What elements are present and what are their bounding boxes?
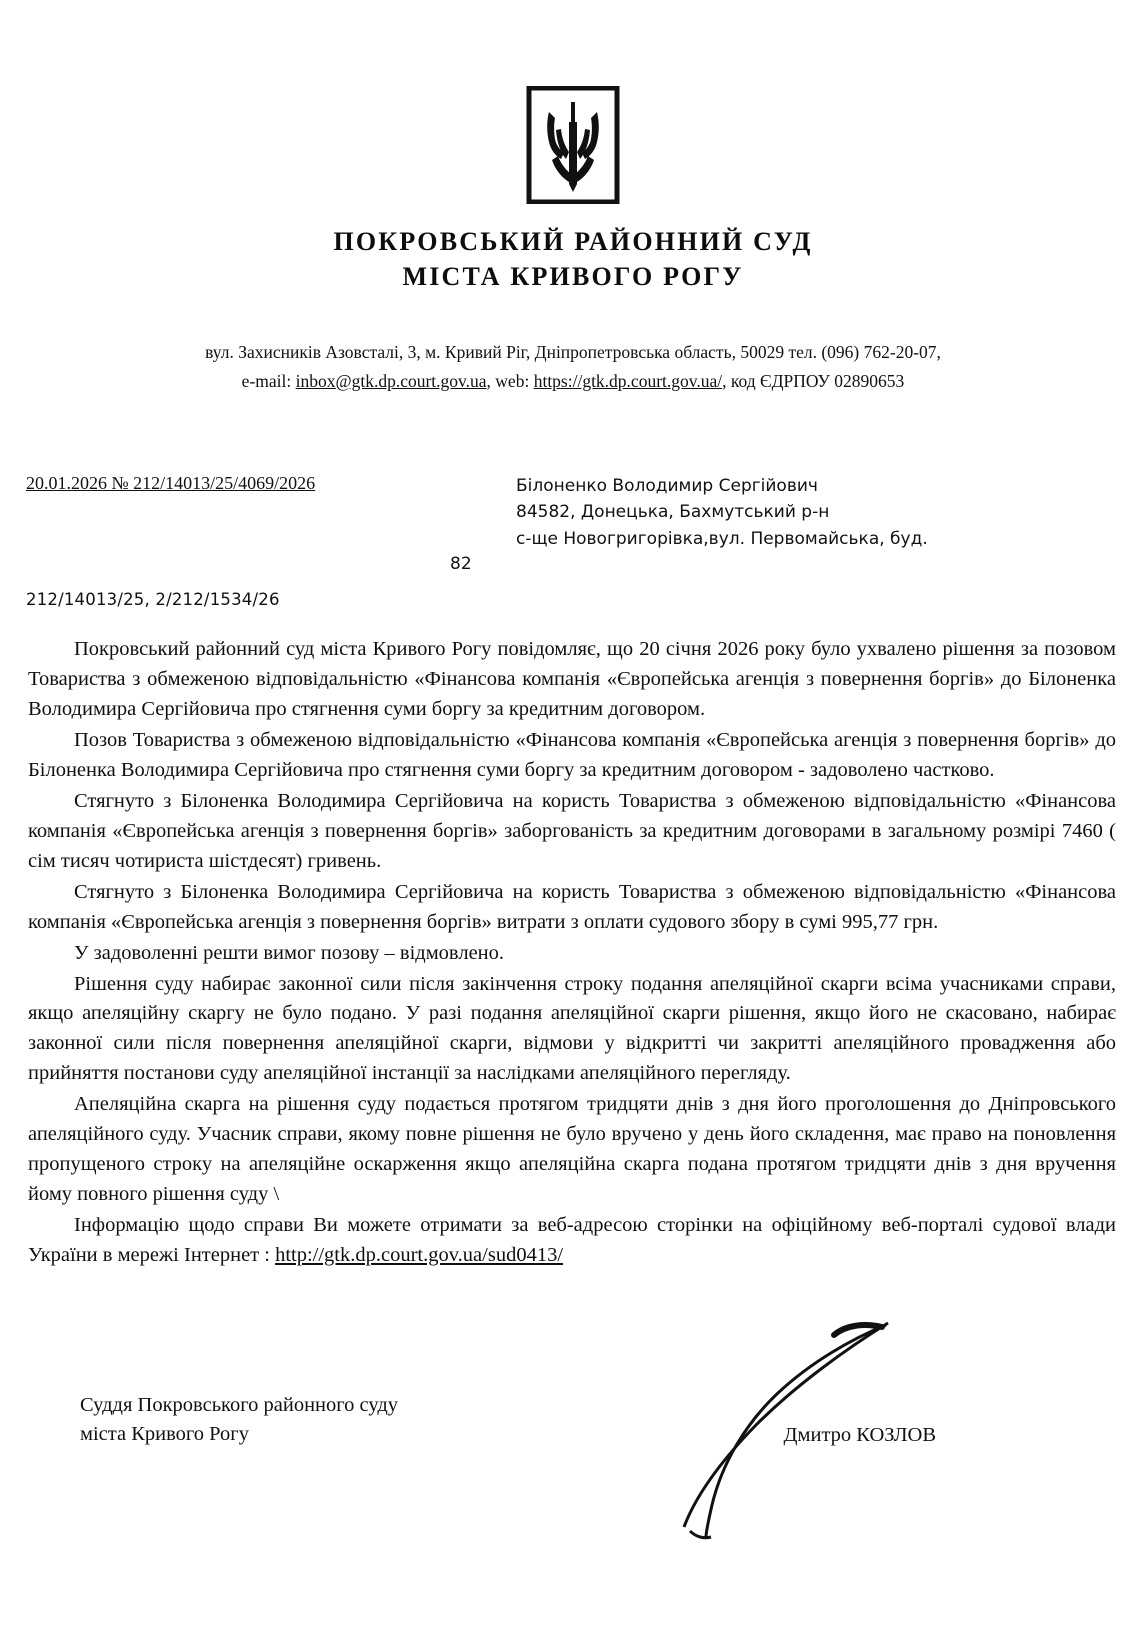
- body-paragraph: Рішення суду набирає законної сили після закінчення строку подання апеляційної скарги всіма учасниками справи, якщо апеляційну скаргу не було подано. У разі подання апеляційної скарги рішення, якщо його не скасовано, набирає законної сили після повернення апеляційної скарги, відмови у відкритті чи закритті апеляційного провадження або прийняття постанови суду апеляційної інстанції за наслідками апеляційного перегляду.: [28, 972, 1116, 1085]
- contacts-email-value[interactable]: inbox@gtk.dp.court.gov.ua: [295, 370, 487, 391]
- contacts-web-value[interactable]: https://gtk.dp.court.gov.ua/: [533, 370, 723, 391]
- signature-area: [0, 1391, 1146, 1541]
- signatory-title: [80, 1391, 398, 1449]
- court-title-line1: ПОКРОВСЬКИЙ РАЙОННИЙ СУД: [333, 227, 813, 256]
- reference-and-addressee-row: [0, 473, 1146, 553]
- addressee-region: 84582, Донецька, Бахмутський р-н: [516, 502, 830, 523]
- signatory-title-line1: Суддя Покровського районного суду: [80, 1393, 399, 1416]
- contacts-web-label: , web:: [486, 370, 534, 391]
- emblem-container: [0, 0, 1146, 209]
- ukraine-trident-emblem-icon: [525, 86, 621, 204]
- document-body: [0, 635, 1146, 1270]
- addressee-street: с-ще Новогригорівка,вул. Первомайська, буд.: [516, 528, 928, 549]
- body-paragraph: Покровський районний суд міста Кривого Рогу повідомляє, що 20 січня 2026 року було ухвалено рішення за позовом Товариства з обмеженою відповідальністю «Фінансова компанія «Європейська агенція з повернення боргів» до Білоненка Володимира Сергійовича про стягнення суми боргу за кредитним договором.: [28, 638, 1116, 721]
- signatory-title-line2: міста Кривого Рогу: [80, 1422, 249, 1445]
- court-contacts: [0, 338, 1146, 395]
- signatory-name: Дмитро КОЗЛОВ: [783, 1423, 936, 1446]
- court-portal-link[interactable]: http://gtk.dp.court.gov.ua/sud0413/: [275, 1243, 564, 1266]
- body-paragraph: Стягнуто з Білоненка Володимира Сергійовича на користь Товариства з обмеженою відповідальністю «Фінансова компанія «Європейська агенція з повернення боргів» витрати з оплати судового збору в сумі 995,77 грн.: [28, 880, 1116, 933]
- contacts-email-label: e-mail:: [241, 370, 296, 391]
- case-numbers: 212/14013/25, 2/212/1534/26: [26, 590, 280, 610]
- body-paragraph: Позов Товариства з обмеженою відповідальністю «Фінансова компанія «Європейська агенція з повернення боргів» до Білоненка Володимира Сергійовича про стягнення суми боргу за кредитним договором - задоволено частково.: [28, 729, 1116, 782]
- body-paragraph: Стягнуто з Білоненка Володимира Сергійовича на користь Товариства з обмеженою відповідальністю «Фінансова компанія «Європейська агенція з повернення боргів» заборгованість за кредитним договорами в загальному розмірі 7460 ( сім тисяч чотириста шістдесят) гривень.: [28, 790, 1116, 872]
- body-paragraph-info: [28, 1211, 1116, 1271]
- body-paragraph: Апеляційна скарга на рішення суду подається протягом тридцяти днів з дня його проголошення до Дніпровського апеляційного суду. Учасник справи, якому повне рішення не було вручено у день його складення, має право на поновлення пропущеного строку на апеляційне оскарження якщо апеляційна скарга подана протягом тридцяти днів з дня вручення йому повного рішення суду \: [28, 1093, 1116, 1205]
- court-title: [0, 225, 1146, 294]
- addressee-name: Білоненко Володимир Сергійович: [516, 475, 818, 496]
- reference-number: 20.01.2026 № 212/14013/25/4069/2026: [26, 472, 316, 493]
- contacts-email-line: [0, 367, 1146, 395]
- addressee-house-number: 82: [450, 554, 472, 575]
- body-paragraph: У задоволенні решти вимог позову – відмовлено.: [74, 941, 505, 964]
- info-text: Інформацію щодо справи Ви можете отримати за веб-адресою сторінки на офіційному веб-порталі судової влади України в мережі Інтернет :: [28, 1213, 1116, 1266]
- signature-block: [80, 1391, 1116, 1449]
- contacts-address-line: вул. Захисників Азовсталі, 3, м. Кривий Ріг, Дніпропетровська область, 50029 тел. (096) 762-20-07,: [205, 342, 941, 363]
- contacts-edrpou: , код ЄДРПОУ 02890653: [722, 370, 905, 391]
- addressee-block: [496, 473, 1120, 553]
- court-title-line2: МІСТА КРИВОГО РОГУ: [402, 261, 744, 291]
